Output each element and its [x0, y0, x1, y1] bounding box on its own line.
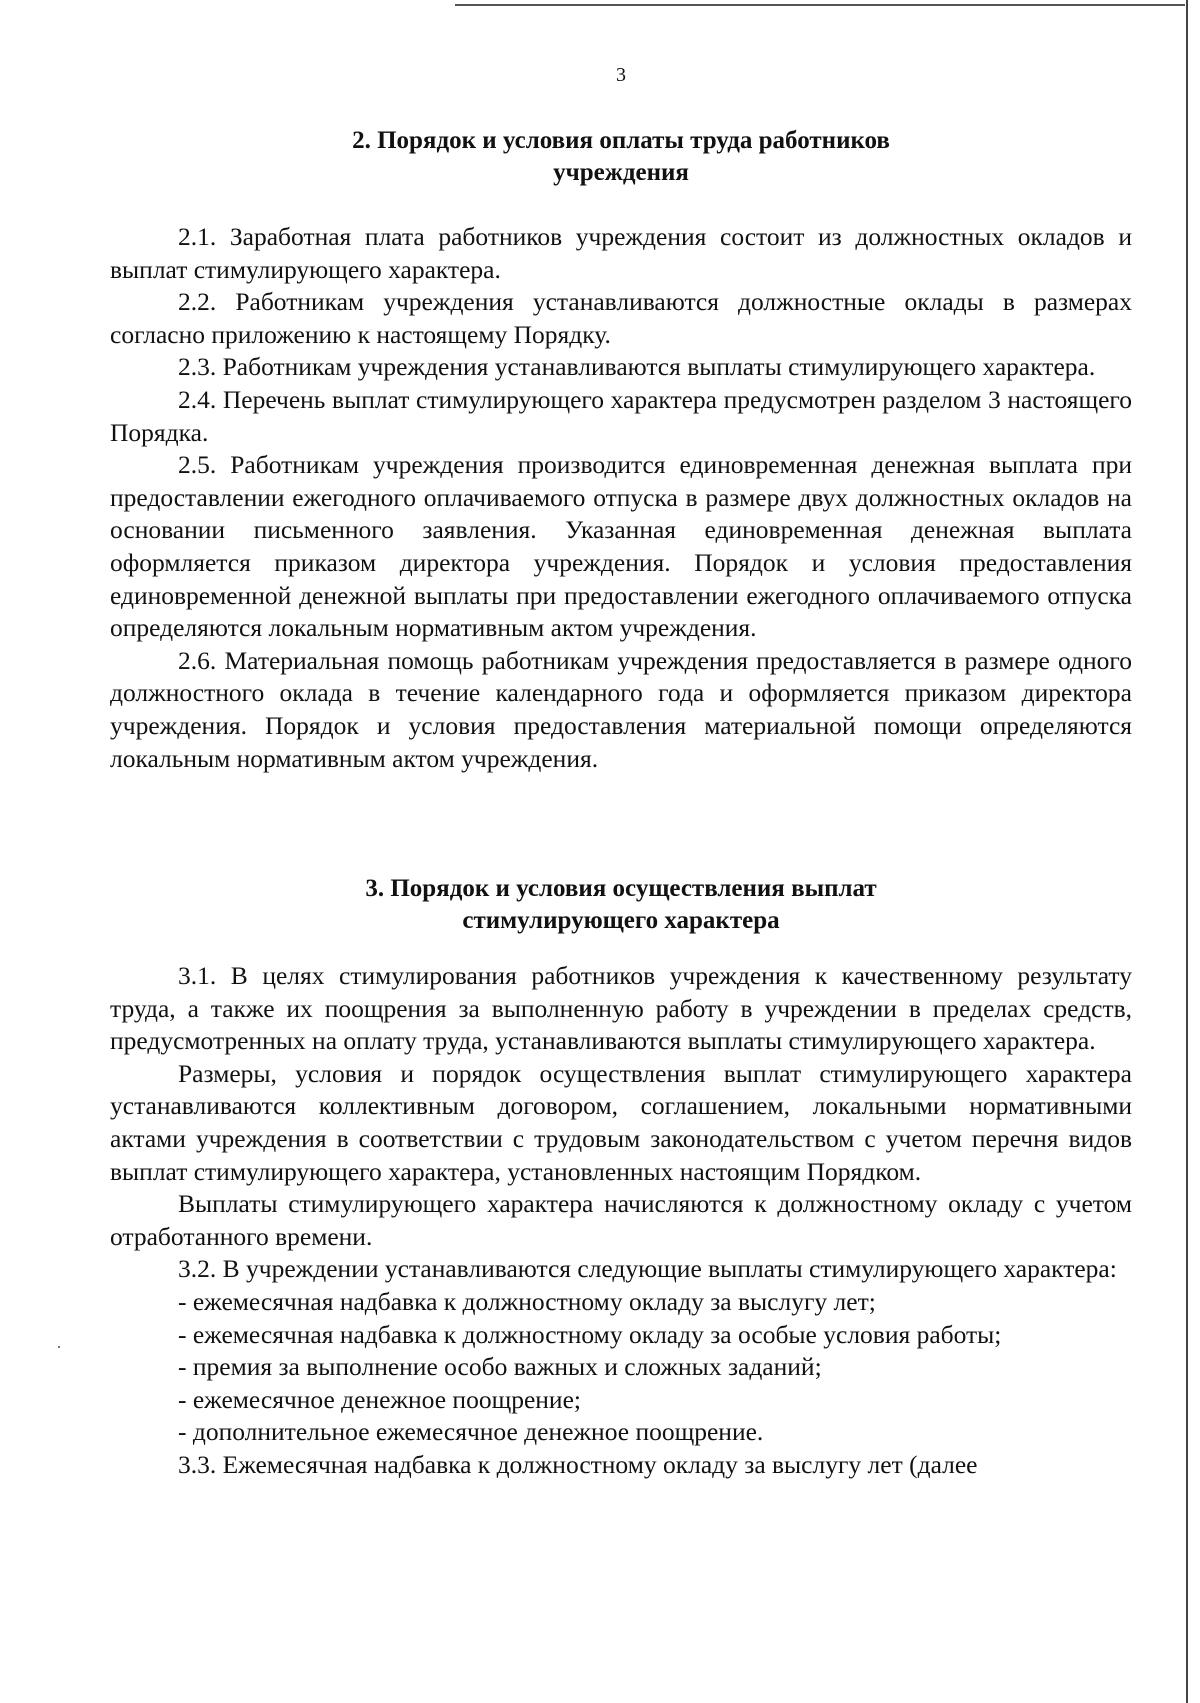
- section-2-body: [110, 221, 1132, 775]
- list-item: - ежемесячная надбавка к должностному окладу за особые условия работы;: [178, 1319, 1002, 1349]
- list-item: - ежемесячное денежное поощрение;: [178, 1384, 581, 1414]
- paragraph-2-5: 2.5. Работникам учреждения производится единовременная денежная выплата при предоставлении ежегодного оплачиваемого отпуска в размере двух должностных окладов на основании письменного заявления. Указанная единовременная денежная выплата оформляется приказом директора учреждения. Порядок и условия предоставления единовременной денежной выплаты при предоставлении ежегодного оплачиваемого отпуска определяются локальным нормативным актом учреждения.: [110, 450, 1132, 643]
- paragraph-2-6: 2.6. Материальная помощь работникам учреждения предоставляется в размере одного должностного оклада в течение календарного года и оформляется приказом директора учреждения. Порядок и условия предоставления материальной помощи определяются локальным нормативным актом учреждения.: [110, 645, 1132, 773]
- scan-top-rule: [455, 4, 1185, 6]
- scan-right-edge: [1186, 0, 1188, 1703]
- paragraph-2-2: 2.2. Работникам учреждения устанавливаются должностные оклады в размерах согласно приложению к настоящему Порядку.: [110, 287, 1132, 349]
- paragraph-3-3: 3.3. Ежемесячная надбавка к должностному окладу за выслугу лет (далее: [178, 1449, 978, 1479]
- section-2-title-line-2: учреждения: [553, 159, 689, 186]
- section-3-title-line-2: стимулирующего характера: [462, 907, 780, 934]
- paragraph-2-1: 2.1. Заработная плата работников учреждения состоит из должностных окладов и выплат стимулирующего характера.: [110, 222, 1132, 284]
- list-item: - премия за выполнение особо важных и сложных заданий;: [178, 1352, 822, 1382]
- section-2-title: [110, 125, 1132, 189]
- list-item: - дополнительное ежемесячное денежное поощрение.: [178, 1417, 764, 1447]
- list-item: - ежемесячная надбавка к должностному окладу за выслугу лет;: [178, 1286, 876, 1316]
- paragraph-sizes-conditions: Размеры, условия и порядок осуществления выплат стимулирующего характера устанавливаются коллективным договором, соглашением, локальными нормативными актами учреждения в соответствии с трудовым законодательством с учетом перечня видов выплат стимулирующего характера, установленных настоящим Порядком.: [110, 1058, 1132, 1186]
- page-number: 3: [616, 64, 626, 86]
- section-2-title-line-1: 2. Порядок и условия оплаты труда работников: [352, 127, 890, 154]
- paragraph-2-3: 2.3. Работникам учреждения устанавливаются выплаты стимулирующего характера.: [178, 352, 1096, 382]
- scan-speck: [58, 1346, 60, 1348]
- paragraph-3-1: 3.1. В целях стимулирования работников учреждения к качественному результату труда, а также их поощрения за выполненную работу в учреждении в пределах средств, предусмотренных на оплату труда, устанавливаются выплаты стимулирующего характера.: [110, 961, 1132, 1056]
- section-3-title: [110, 873, 1132, 937]
- paragraph-accrual: Выплаты стимулирующего характера начисляются к должностному окладу с учетом отработанного времени.: [110, 1189, 1132, 1251]
- paragraph-3-2: 3.2. В учреждении устанавливаются следующие выплаты стимулирующего характера:: [178, 1254, 1117, 1284]
- section-3-title-line-1: 3. Порядок и условия осуществления выплат: [365, 875, 877, 902]
- paragraph-2-4: 2.4. Перечень выплат стимулирующего характера предусмотрен разделом 3 настоящего Порядка.: [110, 384, 1132, 447]
- section-3-body: [110, 960, 1132, 1482]
